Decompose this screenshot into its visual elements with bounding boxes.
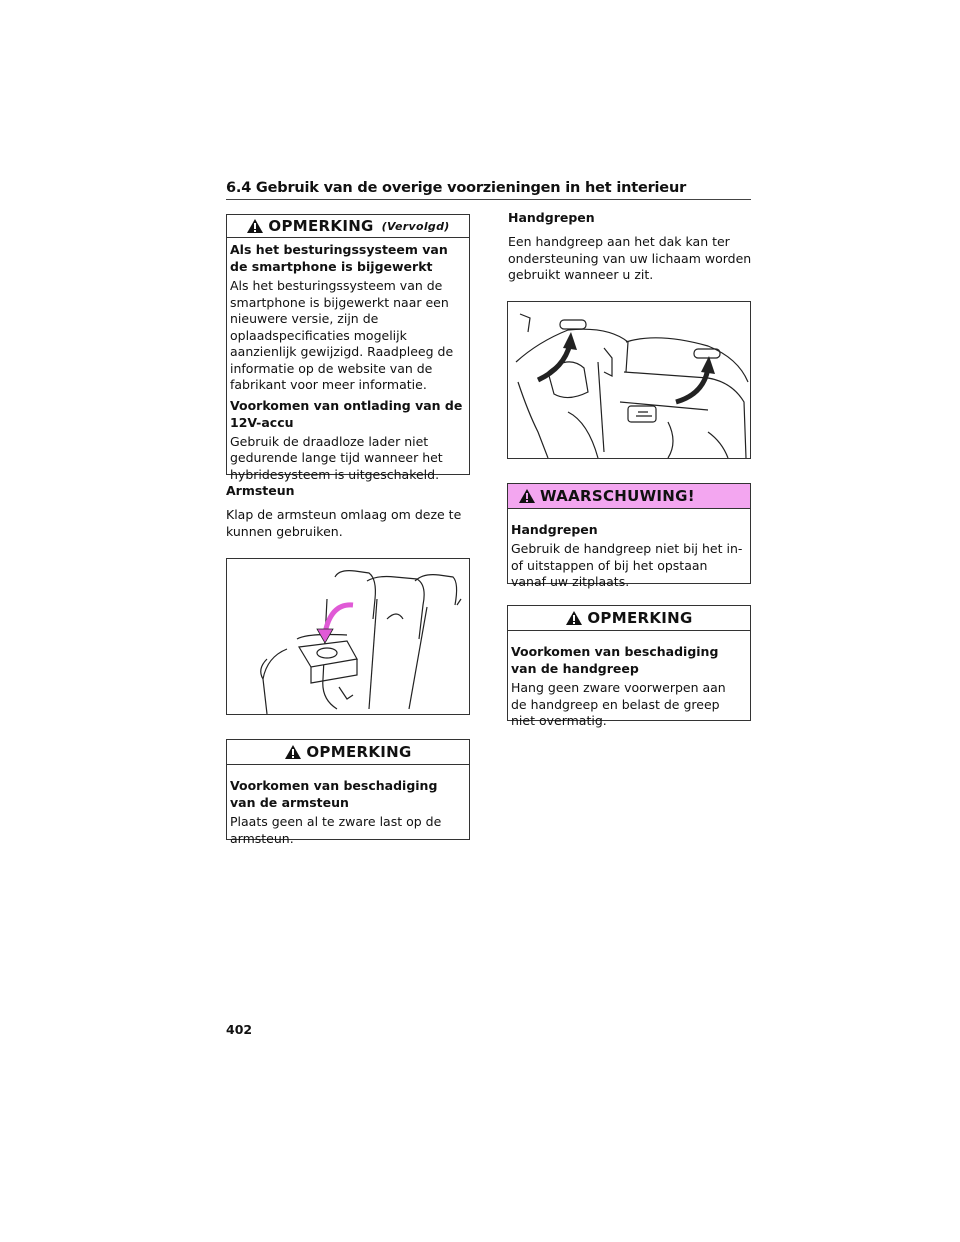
notice-header <box>227 215 469 238</box>
armrest-section <box>226 482 470 543</box>
notice-subheading: Voorkomen van ontlading van de 12V-accu <box>230 397 463 430</box>
notice-subheading: Voorkomen van beschadiging van de armsteun <box>230 778 438 810</box>
armrest-drawing <box>227 559 469 714</box>
notice-heading: OPMERKING <box>268 217 374 235</box>
notice-box-armrest <box>226 739 470 846</box>
page-number: 402 <box>226 1022 253 1037</box>
handles-section <box>508 209 752 287</box>
notice-subheading: Als het besturingssysteem van de smartphone is bijgewerkt <box>230 242 448 274</box>
armrest-illustration <box>226 558 470 715</box>
section-title: 6.4 Gebruik van de overige voorzieningen in het interieur <box>226 180 687 196</box>
section-divider <box>226 199 751 200</box>
continued-label: (Vervolgd) <box>381 219 450 233</box>
notice-heading: OPMERKING <box>306 743 412 761</box>
notice-heading: OPMERKING <box>587 609 693 627</box>
notice-text: Plaats geen al te zware last op de armsteun. <box>230 814 442 846</box>
grab-handles-illustration <box>507 301 751 459</box>
armrest-title: Armsteun <box>226 483 295 498</box>
warning-box-handles <box>507 483 751 589</box>
handles-text: Een handgreep aan het dak kan ter ondersteuning van uw lichaam worden gebruikt wanneer u zit. <box>508 234 752 282</box>
warning-triangle-icon <box>246 218 264 234</box>
warning-subheading: Handgrepen <box>511 522 598 537</box>
armrest-text: Klap de armsteun omlaag om deze te kunnen gebruiken. <box>226 507 462 539</box>
notice-header <box>508 606 750 631</box>
grab-handles-drawing <box>508 302 750 458</box>
warning-heading: WAARSCHUWING! <box>540 487 695 505</box>
notice-header <box>227 740 469 765</box>
warning-text: Gebruik de handgreep niet bij het in- of uitstappen of bij het opstaan vanaf uw zitplaats. <box>511 541 743 589</box>
handles-title: Handgrepen <box>508 210 595 225</box>
warning-triangle-icon <box>284 744 302 760</box>
warning-header <box>508 484 750 509</box>
warning-triangle-icon <box>565 610 583 626</box>
notice-box-handles <box>507 605 751 728</box>
warning-triangle-icon <box>518 488 536 504</box>
notice-text: Gebruik de draadloze lader niet gedurende lange tijd wanneer het hybridesysteem is uitgeschakeld. <box>230 433 443 482</box>
notice-text: Hang geen zware voorwerpen aan de handgreep en belast de greep niet overmatig. <box>511 680 726 728</box>
notice-text: Als het besturingssysteem van de smartphone is bijgewerkt naar een nieuwere versie, zijn de oplaadspecificaties mogelijk aanzienlijk gewijzigd. Raadpleeg de informatie op de website van de fabrikant voor meer informatie. <box>230 278 454 392</box>
notice-subheading: Voorkomen van beschadiging van de handgreep <box>511 644 719 676</box>
notice-box-charger <box>226 214 470 482</box>
